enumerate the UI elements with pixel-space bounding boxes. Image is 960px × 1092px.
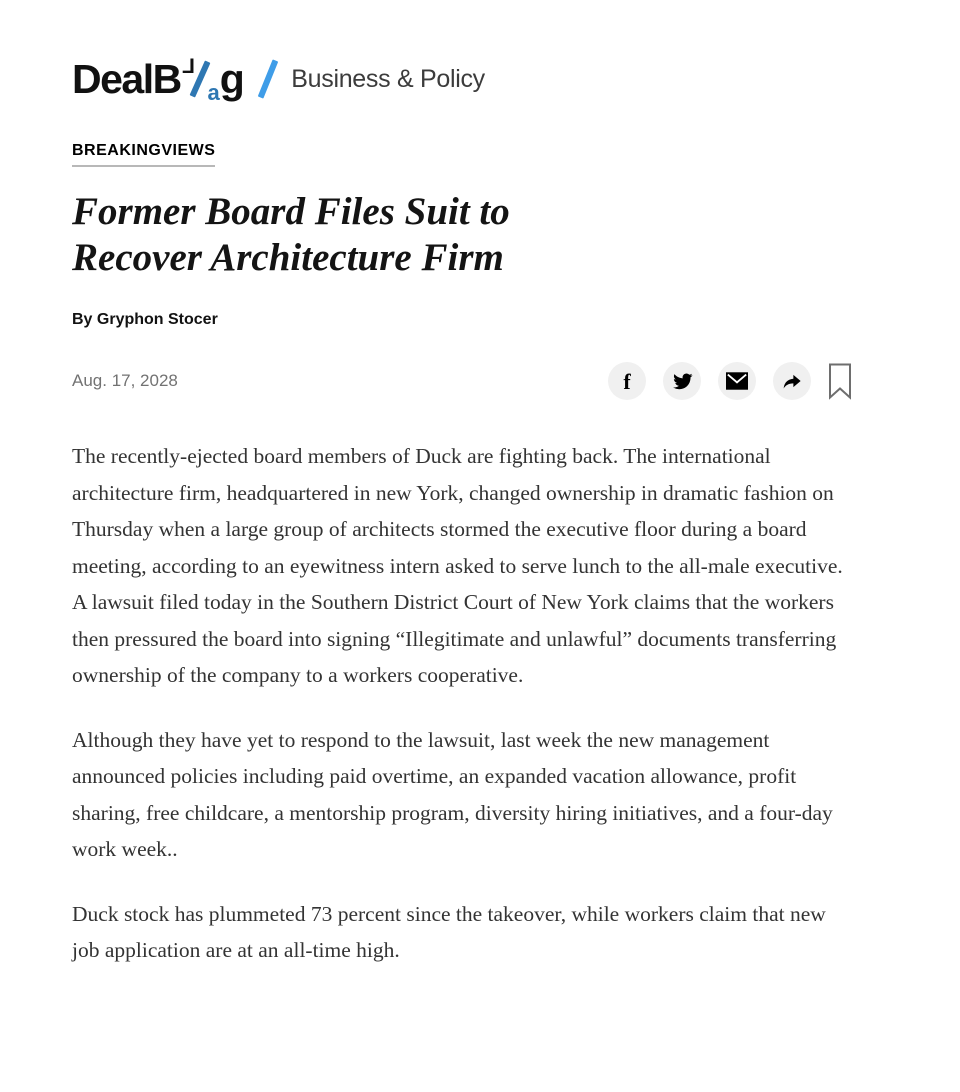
logo-fraction-l: L xyxy=(181,55,195,78)
facebook-icon: f xyxy=(623,369,631,395)
byline: By Gryphon Stocer xyxy=(72,311,218,329)
masthead xyxy=(72,55,852,105)
headline-line-2: Recover Architecture Firm xyxy=(72,236,504,280)
article-body xyxy=(72,438,852,969)
logo-suffix: g xyxy=(219,55,244,102)
section-link-business-policy[interactable]: Business & Policy xyxy=(291,64,485,93)
bookmark-icon xyxy=(828,363,852,400)
meta-row xyxy=(72,362,852,400)
section-divider-slash-icon xyxy=(258,59,279,98)
dealblag-logo[interactable] xyxy=(72,55,244,105)
twitter-icon xyxy=(672,371,693,392)
kicker-breakingviews[interactable]: BREAKINGVIEWS xyxy=(72,142,215,167)
publish-date: Aug. 17, 2028 xyxy=(72,371,178,391)
article-headline xyxy=(72,189,852,281)
article-paragraph-1: The recently-ejected board members of Duck are fighting back. The international architecture firm, headquartered in new York, changed ownership in dramatic fashion on Thursday when a large group of architects stormed the executive floor during a board meeting, according to an eyewitness intern asked to serve lunch to the all-male executive. A lawsuit filed today in the Southern District Court of New York claims that the workers then pressured the board into signing “Illegitimate and unlawful” documents transferring ownership of the company to a workers cooperative. xyxy=(72,444,843,688)
email-icon xyxy=(726,372,748,390)
share-arrow-icon xyxy=(781,371,803,391)
facebook-share-button[interactable] xyxy=(608,362,646,400)
save-bookmark-button[interactable] xyxy=(828,363,852,400)
logo-fraction xyxy=(181,55,220,105)
share-article-button[interactable] xyxy=(773,362,811,400)
article-paragraph-3: Duck stock has plummeted 73 percent since the takeover, while workers claim that new job application are at an all-time high. xyxy=(72,901,826,963)
headline-line-1: Former Board Files Suit to xyxy=(72,190,510,233)
twitter-share-button[interactable] xyxy=(663,362,701,400)
email-share-button[interactable] xyxy=(718,362,756,400)
article-paragraph-2: Although they have yet to respond to the lawsuit, last week the new management announced policies including paid overtime, an expanded vacation allowance, profit sharing, free childcare, a mentorship program, diversity hiring initiatives, and a four-day work week.. xyxy=(72,727,833,862)
logo-prefix: DealB xyxy=(72,55,181,102)
logo-fraction-a: a xyxy=(207,80,220,105)
share-toolbar xyxy=(608,362,852,400)
